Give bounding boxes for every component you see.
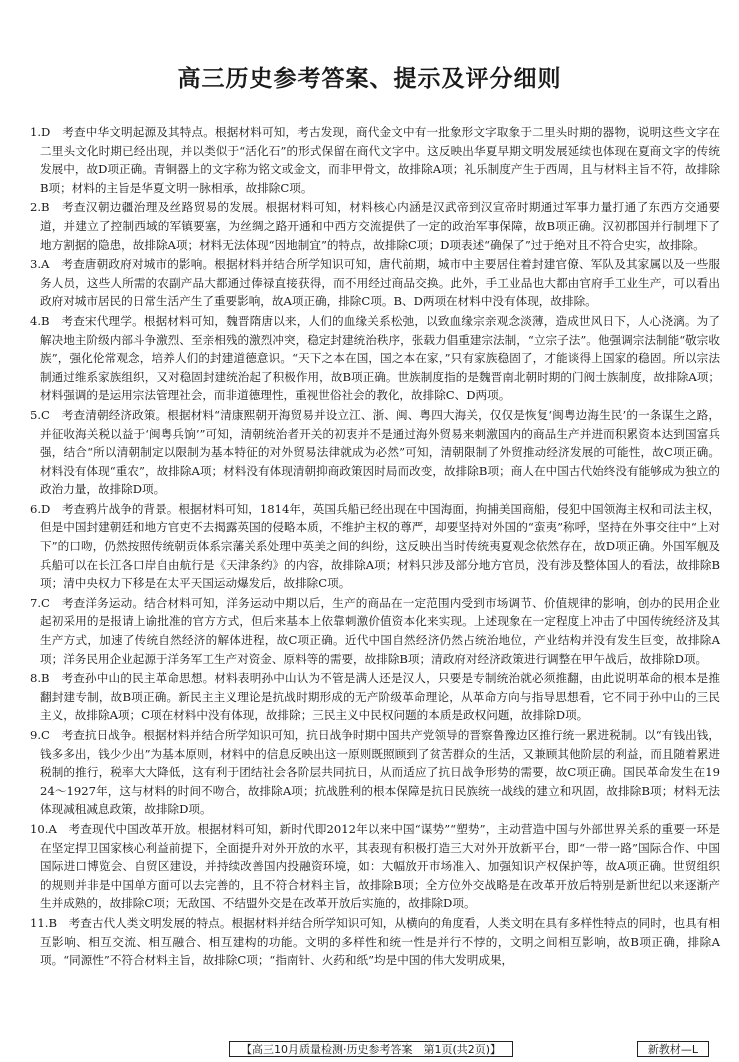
- answer-item-7: 7.C 考查洋务运动。结合材料可知，洋务运动中期以后，生产的商品在一定范围内受到市场调节、价值规律的影响，创办的民用企业起初采用的是报请上谕批准的官方方式，但后来基本上依靠刺激价值资本化来实现。上述现象在一定程度上冲击了中国传统经济及其生产方式，加速了传统自然经济的解体进程，故C项正确。近代中国自然经济仍然占统治地位，产业结构并没有发生巨变，故排除A项；洋务民用企业起源于洋务军工生产对资金、原料等的需要，故排除B项；清政府对经济政策进行调整在甲午战后，故排除D项。: [30, 595, 720, 666]
- answer-item-1: 1.D 考查中华文明起源及其特点。根据材料可知，考古发现，商代金文中有一批象形文字取象于二里头时期的器物，说明这些文字在二里头文化时期已经出现，并以类似于“活化石”的形式保留在商代文字中。这反映出华夏早期文明发展延续也体现在夏商文字的传统发展中，故D项正确。青铜器上的文字称为铭文或金文，而非甲骨文，故排除A项；礼乐制度产生于西周，且与材料主旨不符，故排除B项；材料的主旨是华夏文明一脉相承，故排除C项。: [30, 125, 720, 195]
- answer-list: [30, 123, 720, 971]
- page-footer: [0, 1041, 739, 1059]
- answer-item-11: 11.B 考查古代人类文明发展的特点。根据材料并结合所学知识可知，从横向的角度看，人类文明在具有多样性特点的同时，也具有相互影响、相互交流、相互融合、相互建构的功能。文明的多样性和统一性是并行不悖的，文明之间相互影响，故B项正确，排除A项。“同源性”不符合材料主旨，故排除C项；“指南针、火药和纸”均是中国的伟大发明成果，: [30, 915, 720, 968]
- answer-item-6: 6.D 考查鸦片战争的背景。根据材料可知，1814年，英国兵船已经出现在中国海面，拘捕美国商船，侵犯中国领海主权和司法主权，但是中国封建朝廷和地方官吏不去揭露英国的侵略本质，不维护主权的尊严，却要坚持对外国的“蛮夷”称呼，坚持在外事交往中“上对下”的口吻，仍然按照传统朝贡体系宗藩关系处理中英美之间的纠纷，这反映出当时传统夷夏观念依然存在，故D项正确。外国军舰及兵船可以在长江各口岸自由航行是《天津条约》的内容，故排除A项；材料只涉及部分地方官员，没有涉及整体国人的看法，故排除B项；清中央权力下移是在太平天国运动爆发后，故排除C项。: [30, 501, 720, 591]
- page-title: 高三历史参考答案、提示及评分细则: [177, 66, 562, 92]
- answer-item-2: 2.B 考查汉朝边疆治理及丝路贸易的发展。根据材料可知，材料核心内涵是汉武帝到汉宣帝时期通过军事力量打通了东西方交通要道，并建立了控制西域的军镇要塞，为丝绸之路开通和中西方交流提供了一定的政治军事保障，故B项正确。汉初郡国并行制埋下了地方割据的隐患，故排除A项；材料无法体现“因地制宜”的特点，故排除C项；D项表述“确保了”过于绝对且不符合史实，故排除。: [30, 200, 720, 252]
- answer-item-8: 8.B 考查孙中山的民主革命思想。材料表明孙中山认为不管是满人还是汉人，只要是专制统治就必须推翻，由此说明革命的根本是推翻封建专制，故B项正确。新民主主义理论是抗战时期形成的无产阶级革命理论，从革命方向与指导思想看，它不同于孙中山的三民主义，故排除A项；C项在材料中没有体现，故排除；三民主义中民权问题的本质是政权问题，故排除D项。: [30, 671, 720, 723]
- answer-item-5: 5.C 考查清朝经济政策。根据材料“清康熙朝开海贸易并设立江、浙、闽、粤四大海关，仅仅是恢复‘闽粤边海生民’的一条谋生之路，并征收海关税以益于‘闽粤兵饷’”可知，清朝统治者开关的初衷并不是通过海外贸易来刺激国内的商品生产并进而积累资本达到国富兵强，结合“所以清朝制定以限制为基本特征的对外贸易法律就成为必然”可知，清朝限制了外贸推动经济发展的可能性，故C项正确。材料没有体现“重农”，故排除A项；材料没有体现清朝抑商政策因时局而改变，故排除B项；商人在中国古代始终没有能够成为独立的政治力量，故排除D项。: [30, 407, 720, 497]
- answer-item-10: 10.A 考查现代中国改革开放。根据材料可知，新时代即2012年以来中国“谋势”“塑势”，主动营造中国与外部世界关系的重要一环是在坚定捍卫国家核心利益前提下，全面提升对外开放的水平，其表现有积极打造三大对外开放新平台，即“一带一路”国际合作、中国国际进口博览会、自贸区建设，并持续改善国内投融资环境，如：大幅放开市场准入、加强知识产权保护等，故A项正确。世贸组织的规则并非是中国单方面可以去完善的，且不符合材料主旨，故排除B项；全方位外交战略是在改革开放后特别是新世纪以来逐渐产生并成熟的，故排除C项；无敌国、不结盟外交是在改革开放后实施的，故排除D项。: [30, 821, 720, 911]
- footer-page-info: 【高三10月质量检测·历史参考答案 第1页(共2页)】: [229, 1041, 513, 1057]
- answer-item-4: 4.B 考查宋代理学。根据材料可知，魏晋隋唐以来，人们的血缘关系松弛，以致血缘宗亲观念淡薄，造成世风日下，人心浇漓。为了解决地主阶级内部斗争激烈、至亲相残的激烈冲突，稳定封建统治秩序，张载力倡重建宗法制，“立宗子法”。他强调宗法制能“敬宗收族”，强化伦常观念，培养人们的封建道德意识。“天下之本在国，国之本在家，”只有家族稳固了，才能谈得上国家的稳固。所以宗法制通过维系家族组织，又对稳固封建统治起了积极作用，故B项正确。世族制度指的是魏晋南北朝时期的门阀士族制度，故排除A项；材料强调的是运用宗法管理社会，而非道德理性，重视世俗社会的教化，故排除C、D两项。: [30, 313, 720, 403]
- edition-badge: 新教材—L: [637, 1041, 709, 1057]
- answer-item-3: 3.A 考查唐朝政府对城市的影响。根据材料并结合所学知识可知，唐代前期，城市中主要居住着封建官僚、军队及其家属以及一些服务人员，这些人所需的农副产品大都通过俸禄直接获得，而不用经过商品交换。此外，手工业品也大都由官府手工业生产，可以看出政府对城市居民的日常生活产生了重要影响，故A项正确，排除C项。B、D两项在材料中没有体现，故排除。: [30, 257, 720, 309]
- answer-item-9: 9.C 考查抗日战争。根据材料并结合所学知识可知，抗日战争时期中国共产党领导的晋察鲁豫边区推行统一累进税制。以“有钱出钱，钱多多出，钱少少出”为基本原则，材料中的信息反映出这一原则既照顾到了贫苦群众的生活，又兼顾其他阶层的利益，而且随着累进税制的推行，税率大大降低，这有利于团结社会各阶层共同抗日，从而适应了抗日战争形势的需要，故C项正确。国民革命发生在1924～1927年，这与材料的时间不吻合，故排除A项；抗战胜利的根本保障是抗日民族统一战线的建立和巩固，故排除B项；材料无法体现减租减息政策，故排除D项。: [30, 728, 720, 817]
